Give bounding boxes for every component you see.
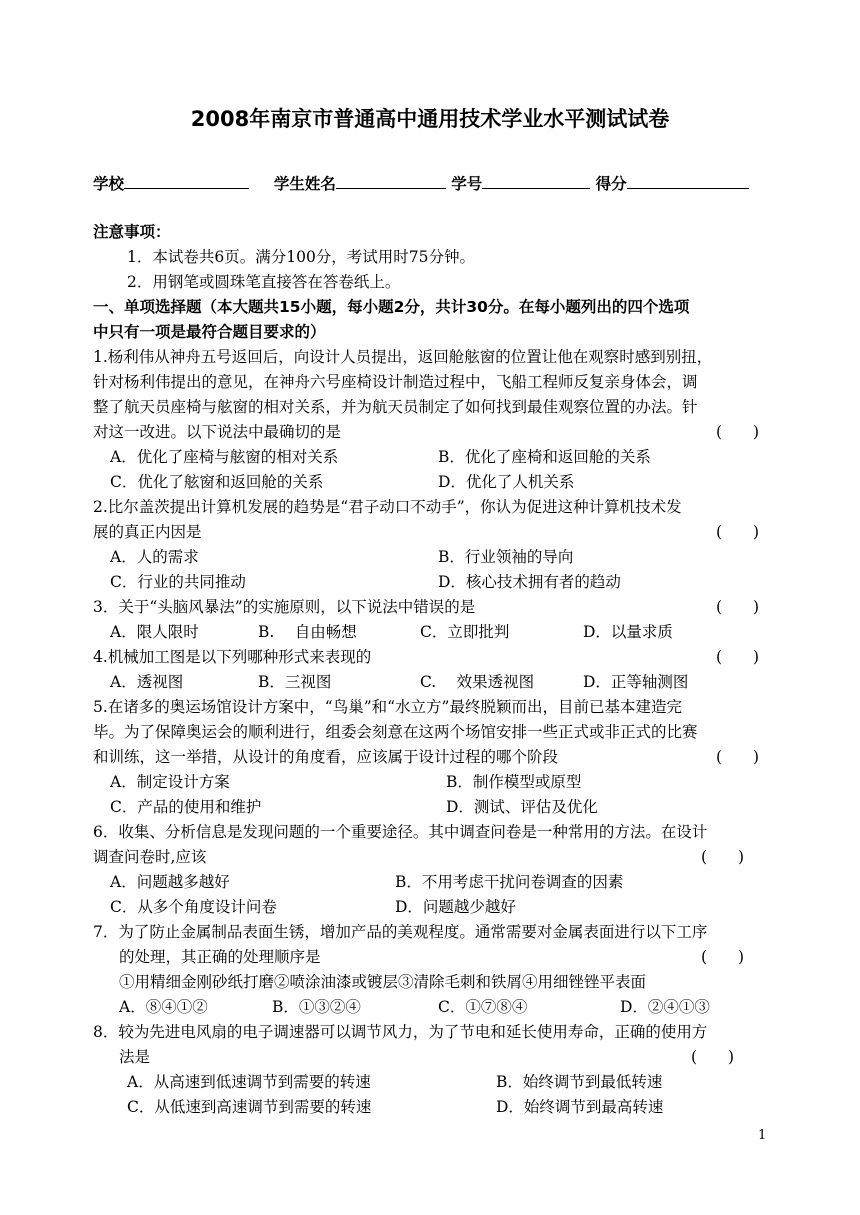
q4-option-b[interactable]: B．三视图 (258, 673, 332, 691)
id-label: 学号 (451, 175, 483, 193)
name-label: 学生姓名 (273, 175, 336, 193)
q6-option-d[interactable]: D．问题越少越好 (395, 898, 516, 916)
q3-option-c[interactable]: C．立即批判 (420, 623, 510, 641)
q6-line-1: 6．收集、分析信息是发现问题的一个重要途径。其中调查问卷是一种常用的方法。在设计 (93, 823, 708, 841)
q7-line-2: 的处理，其正确的处理顺序是 (119, 948, 321, 966)
q7-option-a[interactable]: A．⑧④①② (119, 998, 208, 1016)
q7-line-1: 7．为了防止金属制品表面生锈，增加产品的美观程度。通常需要对金属表面进行以下工序 (93, 923, 708, 941)
q8-answer-bracket[interactable]: ( ) (691, 1048, 735, 1066)
note-1: 1．本试卷共6页。满分100分，考试用时75分钟。 (127, 248, 476, 266)
q3-line-1: 3．关于“头脑风暴法”的实施原则，以下说法中错误的是 (93, 598, 476, 616)
school-label: 学校 (93, 175, 125, 193)
section-heading-line-1: 一、单项选择题（本大题共15小题，每小题2分，共计30分。在每小题列出的四个选项 (93, 298, 690, 316)
q4-answer-bracket[interactable]: ( ) (716, 648, 760, 666)
note-2: 2．用钢笔或圆珠笔直接答在答卷纸上。 (127, 273, 401, 291)
q5-option-b[interactable]: B．制作模型或原型 (446, 773, 582, 791)
q2-option-d[interactable]: D．核心技术拥有者的趋动 (438, 573, 621, 591)
q6-option-c[interactable]: C．从多个角度设计问卷 (110, 898, 277, 916)
q4-option-c[interactable]: C. 效果透视图 (420, 673, 535, 691)
q4-option-a[interactable]: A．透视图 (110, 673, 184, 691)
q2-option-a[interactable]: A．人的需求 (110, 548, 199, 566)
q4-line-1: 4.机械加工图是以下列哪种形式来表现的 (93, 648, 372, 666)
q5-option-a[interactable]: A．制定设计方案 (110, 773, 230, 791)
q7-line-3: ①用精细金刚砂纸打磨②喷涂油漆或镀层③清除毛刺和铁屑④用细锉锉平表面 (119, 973, 647, 991)
q8-line-1: 8．较为先进电风扇的电子调速器可以调节风力，为了节电和延长使用寿命，正确的使用方 (93, 1023, 708, 1041)
q6-line-2: 调查问卷时,应该 (93, 848, 207, 866)
name-blank[interactable] (336, 170, 446, 189)
q3-option-a[interactable]: A．限人限时 (110, 623, 199, 641)
student-info-row (93, 170, 749, 197)
q5-line-3: 和训练，这一举措，从设计的角度看，应该属于设计过程的哪个阶段 (93, 748, 559, 766)
exam-title: 2008年南京市普通高中通用技术学业水平测试试卷 (190, 107, 670, 131)
school-blank[interactable] (124, 170, 249, 189)
notes-heading: 注意事项： (93, 223, 171, 241)
q5-line-2: 毕。为了保障奥运会的顺利进行，组委会刻意在这两个场馆安排一些正式或非正式的比赛 (93, 723, 698, 741)
q8-option-d[interactable]: D．始终调节到最高转速 (496, 1098, 664, 1116)
q4-option-d[interactable]: D．正等轴测图 (583, 673, 689, 691)
q5-option-c[interactable]: C．产品的使用和维护 (110, 798, 262, 816)
q3-option-d[interactable]: D．以量求质 (583, 623, 673, 641)
q8-option-b[interactable]: B．始终调节到最低转速 (496, 1073, 663, 1091)
page-number: 1 (758, 1128, 767, 1143)
q1-option-c[interactable]: C．优化了舷窗和返回舱的关系 (110, 473, 324, 491)
q8-option-c[interactable]: C．从低速到高速调节到需要的转速 (127, 1098, 372, 1116)
q3-answer-bracket[interactable]: ( ) (716, 598, 760, 616)
score-blank[interactable] (627, 170, 749, 189)
q7-option-d[interactable]: D．②④①③ (620, 998, 710, 1016)
id-blank[interactable] (482, 170, 590, 189)
q5-answer-bracket[interactable]: ( ) (716, 748, 760, 766)
q6-option-b[interactable]: B．不用考虑干扰问卷调查的因素 (395, 873, 624, 891)
q1-option-d[interactable]: D．优化了人机关系 (438, 473, 575, 491)
q1-line-1: 1.杨利伟从神舟五号返回后，向设计人员提出，返回舱舷窗的位置让他在观察时感到别扭， (93, 348, 713, 366)
q3-option-b[interactable]: B. 自由畅想 (258, 623, 357, 641)
q5-option-d[interactable]: D．测试、评估及优化 (446, 798, 598, 816)
q5-line-1: 5.在诸多的奥运场馆设计方案中，“鸟巢”和“水立方”最终脱颖而出，目前已基本建造完 (93, 698, 682, 716)
section-heading-line-2: 中只有一项是最符合题目要求的） (93, 323, 326, 341)
q1-option-b[interactable]: B．优化了座椅和返回舱的关系 (438, 448, 651, 466)
q2-answer-bracket[interactable]: ( ) (716, 523, 760, 541)
q2-line-1: 2.比尔盖茨提出计算机发展的趋势是“君子动口不动手”，你认为促进这种计算机技术发 (93, 498, 682, 516)
q7-option-b[interactable]: B．①③②④ (272, 998, 361, 1016)
q2-option-c[interactable]: C．行业的共同推动 (110, 573, 246, 591)
q8-option-a[interactable]: A．从高速到低速调节到需要的转速 (127, 1073, 371, 1091)
q1-line-2: 针对杨利伟提出的意见，在神舟六号座椅设计制造过程中，飞船工程师反复亲身体会，调 (93, 373, 698, 391)
q6-answer-bracket[interactable]: ( ) (701, 848, 745, 866)
q8-line-2: 法是 (119, 1048, 151, 1066)
q7-option-c[interactable]: C．①⑦⑧④ (438, 998, 528, 1016)
score-label: 得分 (595, 175, 627, 193)
q2-line-2: 展的真正内因是 (93, 523, 202, 541)
q7-answer-bracket[interactable]: ( ) (701, 948, 745, 966)
q1-line-3: 整了航天员座椅与舷窗的相对关系，并为航天员制定了如何找到最佳观察位置的办法。针 (93, 398, 698, 416)
q2-option-b[interactable]: B．行业领袖的导向 (438, 548, 574, 566)
q1-option-a[interactable]: A．优化了座椅与舷窗的相对关系 (110, 448, 339, 466)
q6-option-a[interactable]: A．问题越多越好 (110, 873, 230, 891)
q1-line-4: 对这一改进。以下说法中最确切的是 (93, 423, 342, 441)
q1-answer-bracket[interactable]: ( ) (716, 423, 760, 441)
